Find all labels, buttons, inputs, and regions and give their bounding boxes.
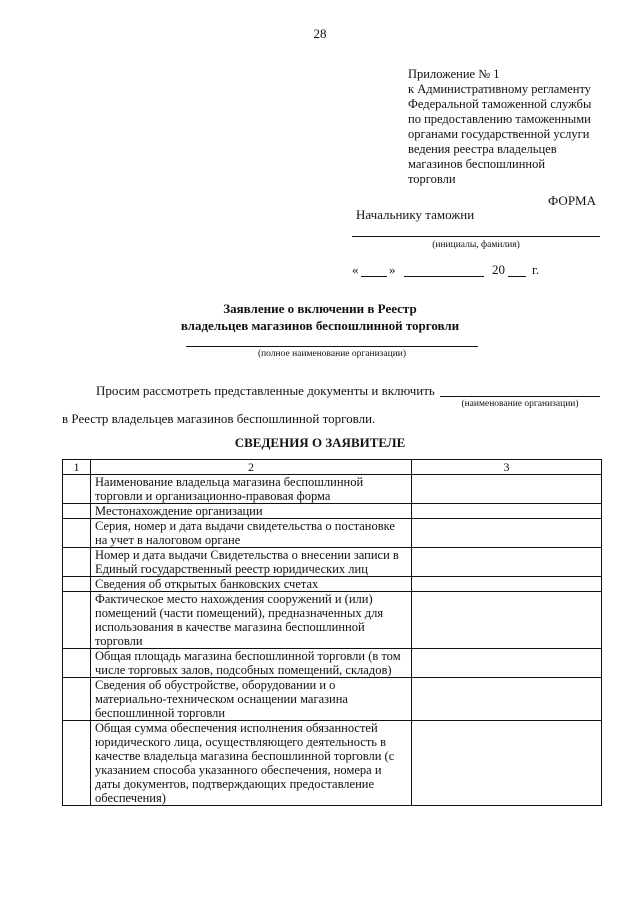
- value-cell[interactable]: [412, 548, 602, 577]
- row-label: Местонахождение организации: [91, 504, 412, 519]
- title-line: Заявление о включении в Реестр: [223, 301, 417, 316]
- table-row: [63, 475, 602, 504]
- table-row: [63, 548, 602, 577]
- row-label: Сведения об открытых банковских счетах: [91, 577, 412, 592]
- value-cell[interactable]: [412, 721, 602, 806]
- value-cell[interactable]: [412, 678, 602, 721]
- date-year-suffix: г.: [532, 262, 540, 277]
- table-header-row: [63, 460, 602, 475]
- section-title: СВЕДЕНИЯ О ЗАЯВИТЕЛЕ: [234, 435, 406, 450]
- row-label: Фактическое место нахождения сооружений и (или) помещений (части помещений), предназначенных для использования в качестве магазина беспошлинной торговли: [91, 592, 412, 649]
- table-row: [63, 721, 602, 806]
- row-label: Общая сумма обеспечения исполнения обязанностей юридического лица, осуществляющего деятельность в качестве владельца магазина беспошлинной торговли (с указанием способа указанного обеспечения, номера и даты документов, подтверждающих предоставление обеспечения): [91, 721, 412, 806]
- row-label: Сведения об обустройстве, оборудовании и о материально-техническом оснащении магазина беспошлинной торговли: [91, 678, 412, 721]
- date-close-quote: »: [389, 262, 396, 277]
- appendix-line: Приложение № 1: [408, 67, 500, 81]
- request-text: Просим рассмотреть представленные документы и включить: [96, 383, 435, 398]
- org-full-name-caption: (полное наименование организации): [257, 349, 407, 359]
- column-header: 2: [91, 460, 412, 475]
- appendix-line: Федеральной таможенной службы: [408, 97, 592, 111]
- value-cell[interactable]: [412, 649, 602, 678]
- addressee: Начальнику таможни: [356, 207, 475, 222]
- row-number-cell: [63, 504, 91, 519]
- date-row: [352, 262, 592, 278]
- row-number-cell: [63, 721, 91, 806]
- form-label: ФОРМА: [548, 193, 596, 208]
- row-number-cell: [63, 577, 91, 592]
- row-number-cell: [63, 475, 91, 504]
- row-label: Общая площадь магазина беспошлинной торговли (в том числе торговых залов, подсобных помещений, складов): [91, 649, 412, 678]
- row-number-cell: [63, 592, 91, 649]
- document-title: [0, 300, 640, 334]
- date-month-line[interactable]: [404, 276, 484, 277]
- appendix-line: органами государственной услуги: [408, 127, 590, 141]
- appendix-line: к Административному регламенту: [408, 82, 592, 96]
- appendix-line: по предоставлению таможенными: [408, 112, 591, 126]
- appendix-line: магазинов беспошлинной: [408, 157, 546, 171]
- date-year-prefix: 20: [492, 262, 505, 277]
- org-name-caption: (наименование организации): [461, 399, 579, 409]
- org-full-name-line[interactable]: [186, 346, 478, 347]
- initials-caption: (инициалы, фамилия): [432, 240, 520, 250]
- row-number-cell: [63, 649, 91, 678]
- value-cell[interactable]: [412, 504, 602, 519]
- value-cell[interactable]: [412, 475, 602, 504]
- row-label: Серия, номер и дата выдачи свидетельства о постановке на учет в налоговом органе: [91, 519, 412, 548]
- row-number-cell: [63, 519, 91, 548]
- table-row: [63, 577, 602, 592]
- date-open-quote: «: [352, 262, 359, 277]
- title-line: владельцев магазинов беспошлинной торговли: [180, 318, 460, 333]
- date-year-line[interactable]: [508, 276, 526, 277]
- applicant-info-table: [62, 459, 602, 806]
- page-number: 28: [313, 26, 327, 41]
- date-day-line[interactable]: [361, 276, 387, 277]
- appendix-line: торговли: [408, 172, 456, 186]
- row-label: Наименование владельца магазина беспошлинной торговли и организационно-правовая форма: [91, 475, 412, 504]
- column-header: 3: [412, 460, 602, 475]
- org-name-line[interactable]: [440, 396, 600, 397]
- row-number-cell: [63, 678, 91, 721]
- initials-line[interactable]: [352, 236, 600, 237]
- value-cell[interactable]: [412, 577, 602, 592]
- table-row: [63, 504, 602, 519]
- column-header: 1: [63, 460, 91, 475]
- table-row: [63, 678, 602, 721]
- row-number-cell: [63, 548, 91, 577]
- appendix-heading: [408, 67, 623, 187]
- value-cell[interactable]: [412, 592, 602, 649]
- table-row: [63, 519, 602, 548]
- row-label: Номер и дата выдачи Свидетельства о внесении записи в Единый государственный реестр юридических лиц: [91, 548, 412, 577]
- table-row: [63, 592, 602, 649]
- appendix-line: ведения реестра владельцев: [408, 142, 557, 156]
- request-text-continued: в Реестр владельцев магазинов беспошлинной торговли.: [62, 411, 376, 426]
- table-row: [63, 649, 602, 678]
- value-cell[interactable]: [412, 519, 602, 548]
